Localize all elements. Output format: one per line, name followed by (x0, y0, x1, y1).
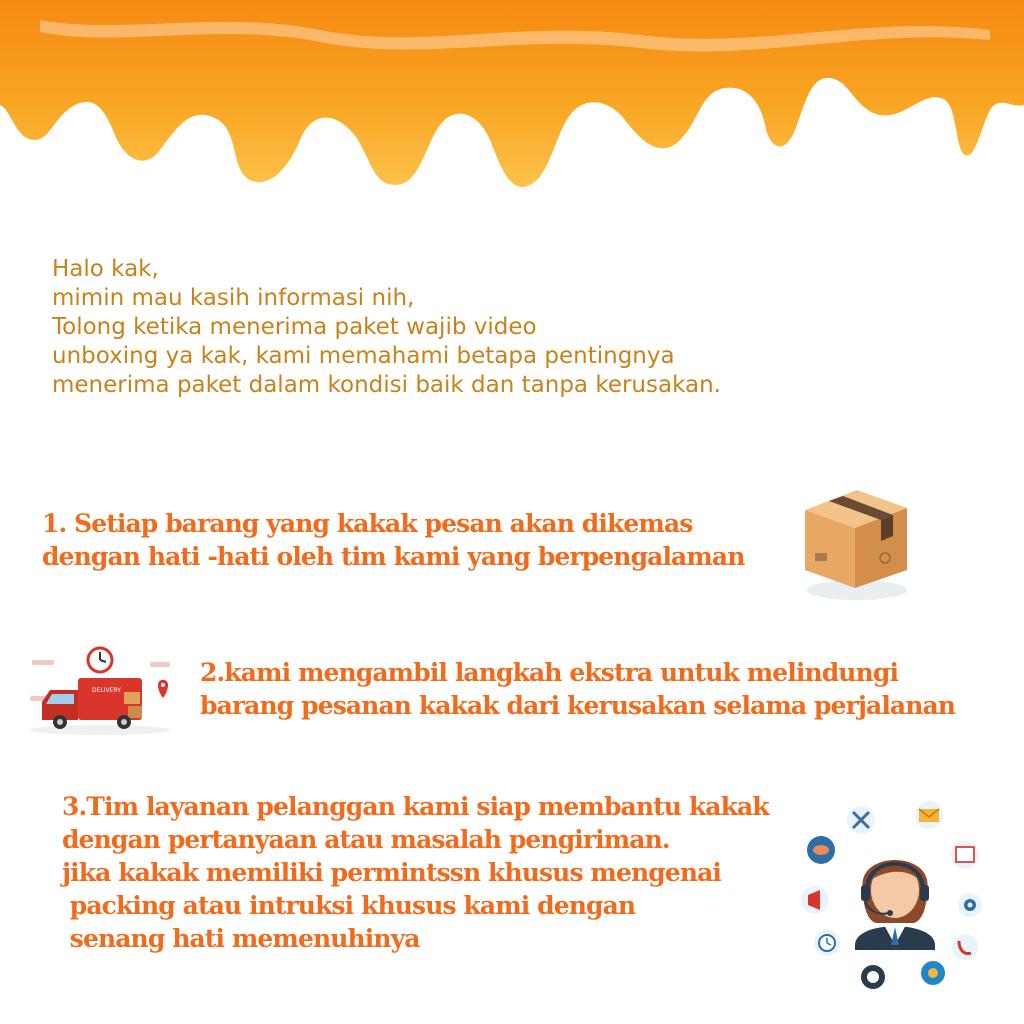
point-line: dengan pertanyaan atau masalah pengiriman. (62, 825, 670, 854)
delivery-truck-icon (20, 640, 180, 740)
tools-icon (847, 806, 875, 834)
cardboard-box-icon (795, 478, 915, 608)
intro-line: mimin mau kasih informasi nih, (52, 285, 415, 311)
settings-icon (921, 961, 945, 985)
point-protection (200, 656, 955, 722)
point-line: barang pesanan kakak dari kerusakan selama perjalanan (200, 691, 956, 720)
phone-icon (952, 934, 978, 960)
megaphone-icon (801, 886, 829, 914)
point-packing (42, 507, 745, 573)
target-icon (861, 965, 885, 989)
calendar-icon (951, 841, 979, 869)
intro-line: Halo kak, (52, 256, 159, 282)
intro-line: menerima paket dalam kondisi baik dan tanpa kerusakan. (52, 372, 721, 398)
truck-label: DELIVERY (92, 687, 121, 694)
clock-icon (814, 930, 840, 956)
intro-line: Tolong ketika menerima paket wajib video (52, 314, 537, 340)
point-line: 1. Setiap barang yang kakak pesan akan dikemas (42, 509, 693, 538)
point-line: 2.kami mengambil langkah ekstra untuk melindungi (200, 658, 899, 687)
point-line: 3.Tim layanan pelanggan kami siap membantu kakak (62, 792, 769, 821)
customer-service-agent-icon (795, 795, 995, 995)
honey-drip-banner (0, 0, 1024, 220)
intro-line: unboxing ya kak, kami memahami betapa pentingnya (52, 343, 675, 369)
point-line: senang hati memenuhinya (62, 924, 420, 953)
point-customer-service (62, 790, 769, 955)
point-line: packing atau intruksi khusus kami dengan (62, 891, 636, 920)
chat-icon (807, 836, 835, 864)
gear-icon (958, 893, 982, 917)
mail-icon (915, 801, 943, 829)
point-line: jika kakak memiliki permintssn khusus mengenai (62, 858, 722, 887)
point-line: dengan hati -hati oleh tim kami yang berpengalaman (42, 542, 745, 571)
intro-message (52, 255, 812, 400)
